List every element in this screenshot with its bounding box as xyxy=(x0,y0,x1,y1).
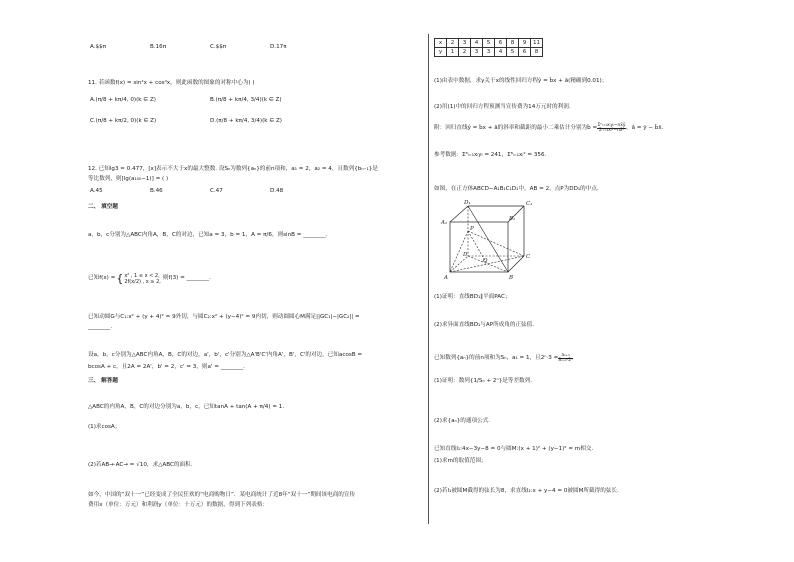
cube-part1: (1)证明：直线BD₁∥平面PAC； xyxy=(434,294,511,300)
solve2-stem-line2: 费用x（单位：万元）和利润y（单位：十万元）的数据，得到下列表格： xyxy=(88,502,269,508)
piecewise-cases xyxy=(124,273,161,285)
q11-option-d: D.(π/8 + kπ/4, 3/4)(k ∈ Z) xyxy=(210,118,282,124)
fill-question-3-line2: ________. xyxy=(88,324,113,330)
section-fill-in-heading: 二、 填空题 xyxy=(88,204,118,210)
table-cell: 3 xyxy=(459,39,471,48)
table-cell: 4 xyxy=(495,48,507,57)
regression-part2: (2)用(1)中的回归方程预测当宣传费为14万元时的利润. xyxy=(434,104,571,110)
slope-denominator: Σⁿᵢ₌₁xᵢ²−nx̄² xyxy=(598,128,625,134)
regression-part1: (1)由表中数据，求y关于x的线性回归方程ŷ = b̂x + â(精确到0.01)； xyxy=(434,78,608,84)
label-a: A xyxy=(444,275,448,281)
label-b: B xyxy=(509,275,514,281)
cube-edge-bc xyxy=(508,256,524,272)
sequence-part1: (1)证明：数列{1/Sₙ + 2ⁿ}是等差数列. xyxy=(434,378,533,384)
piecewise-case-2: 2f(x/2) , x ≥ 2, xyxy=(124,278,161,285)
reference-data: 参考数据：Σ⁸ᵢ₌₁xᵢyᵢ = 241，Σ⁸ᵢ₌₁xᵢ² = 356. xyxy=(434,152,547,158)
formula-text-a: 附：回归直线ŷ = b̂x + â的斜率和截距的最小二乘估计分别为b̂ = xyxy=(434,125,598,132)
q12-option-d: D.48 xyxy=(270,188,284,194)
table-cell: 11 xyxy=(531,39,543,48)
cube-question-stem: 如图，在正方体ABCD−A₁B₁C₁D₁中，AB = 2，点P为DD₁的中点. xyxy=(434,186,599,192)
segment-bd1 xyxy=(468,206,508,272)
fill-question-4-line2: bcosA + c，且2A = 2A'，b' = 2，c' = 3，则a' = ________. xyxy=(88,364,245,370)
q12-stem-line1: 12. 已知lg3 ≈ 0.477，[x]表示不大于x的最大整数. 设Sₙ为数列{aₙ}的前n项和，a₁ = 2，a₂ = 4，且数列{bₙ₋₁}是 xyxy=(88,166,378,172)
cube-edge-a1d1 xyxy=(450,206,468,222)
sequence-part2: (2)求{aₙ}的通项公式. xyxy=(434,418,491,424)
table-cell: 1 xyxy=(447,48,459,57)
table-cell: 4 xyxy=(471,39,483,48)
slope-fraction xyxy=(597,124,626,134)
right-column xyxy=(434,0,734,562)
table-cell: 2 xyxy=(459,48,471,57)
cube-hidden-edge-ad xyxy=(450,256,468,272)
cube-hidden-diagonal-bd xyxy=(468,256,508,272)
q10-option-c: C.$$π xyxy=(210,44,227,50)
sequence-denominator: Sₙ₊₁·2ⁿ xyxy=(558,358,573,364)
q12-option-a: A.45 xyxy=(90,188,103,194)
circle-part1: (1)求m的取值范围； xyxy=(434,458,487,464)
solve2-stem-line1: 如今，中国的“双十一”已经变成了全民狂欢的“电商购物日”．某电商统计了近8年“双十一”期间该电商的宣传 xyxy=(88,492,356,498)
label-p: P xyxy=(470,226,474,232)
section-solve-heading: 三、 解答题 xyxy=(88,378,118,384)
table-cell: 5 xyxy=(507,48,519,57)
table-row-x xyxy=(435,39,543,48)
piecewise-brace: { xyxy=(116,272,124,285)
table-cell: 6 xyxy=(519,48,531,57)
table-cell: 3 xyxy=(471,48,483,57)
fill-question-2 xyxy=(88,272,211,286)
data-table xyxy=(434,38,543,57)
q11-option-c: C.(π/8 + kπ/2, 0)(k ∈ Z) xyxy=(90,118,157,124)
q10-option-a: A.$$π xyxy=(90,44,106,50)
q12-stem-line2: 等比数列，则[lg(a₁₀₀−1)] = ( ) xyxy=(88,176,169,182)
sequence-text: 已知数列{aₙ}的前n项和为Sₙ，a₁ = 1，且2ⁿ·3 = xyxy=(434,355,559,362)
solve1-part1: (1)求cosA； xyxy=(88,424,121,430)
circle-part2: (2)若l₁被圆M截得的弦长为8，求直线l₂:x + y−4 = 0被圆M所截得的弦长. xyxy=(434,488,619,494)
table-cell: 9 xyxy=(519,39,531,48)
q12-option-b: B.46 xyxy=(150,188,163,194)
label-o: O xyxy=(483,258,488,264)
piecewise-case-1: x² , 1 ≤ x < 2, xyxy=(124,272,160,279)
label-c1: C₁ xyxy=(526,201,533,207)
table-cell: 8 xyxy=(531,48,543,57)
label-d1: D₁ xyxy=(464,200,471,206)
q11-option-a: A.(π/8 + kπ/4, 0)(k ∈ Z) xyxy=(90,97,156,103)
table-row-y xyxy=(435,48,543,57)
cube-figure xyxy=(438,198,534,282)
table-cell: 6 xyxy=(495,39,507,48)
label-c: C xyxy=(526,254,531,260)
label-d: D xyxy=(463,252,468,258)
solve1-stem: △ABC的内角A，B，C的对边分别为a，b，c，已知tanA + tan(A + π/4) = 1. xyxy=(88,404,285,410)
q11-option-b: B.(π/8 + kπ/4, 3/4)(k ∈ Z) xyxy=(210,97,282,103)
circle-question-stem: 已知直线l₁:4x−3y−8 = 0与圆M:(x + 1)² + (y−1)² = m相交. xyxy=(434,446,594,452)
sequence-question-stem xyxy=(434,354,573,364)
left-column xyxy=(88,0,412,562)
solve1-part2: (2)若AB→·AC→ = √10，求△ABC的面积. xyxy=(88,462,193,468)
q10-option-b: B.16π xyxy=(150,44,167,50)
table-cell: 8 xyxy=(507,39,519,48)
table-cell: 5 xyxy=(483,39,495,48)
table-cell: x xyxy=(435,39,447,48)
sequence-numerator: aₙ₊₁ xyxy=(558,354,573,359)
fill-question-3-line1: 已知动圆G与C₁:x² + (y + 4)² = 9外切，与圆C₂:x² + (y−4)² = 9内切，则动圆圆心M满足||GC₁|−|GC₂|| = xyxy=(88,314,360,320)
fill2-prefix: 已知f(x) = xyxy=(88,275,116,282)
regression-formula xyxy=(434,124,663,134)
q12-option-c: C.47 xyxy=(210,188,223,194)
slope-numerator: Σⁿᵢ₌₁xᵢyᵢ−nx̄ȳ xyxy=(597,123,626,128)
q11-stem: 11. 若函数f(x) = sin⁴x + cos⁴x，则此函数的图象的对称中心为( ) xyxy=(88,80,255,86)
table-cell: y xyxy=(435,48,447,57)
fill-question-1: a，b，c分别为△ABC内角A，B，C的对边，已知a = 3，b = 1，A = π/6，则sinB = ________. xyxy=(88,232,328,238)
label-b1: B₁ xyxy=(509,216,516,222)
table-cell: 2 xyxy=(447,39,459,48)
cube-part2: (2)求异面直线BD₁与AP所成角的正弦值. xyxy=(434,322,535,328)
fill-question-4-line1: 设a，b，c分别为△ABC内角A，B，C的对边，a'，b'，c'分别为△A'B'C'内角A'，B'，C'的对边，已知acosB = xyxy=(88,352,363,358)
fill2-suffix: 则f(3) = ________. xyxy=(162,275,211,282)
formula-text-b: ，â = ȳ − b̂x̄. xyxy=(625,125,664,132)
label-a1: A₁ xyxy=(441,220,448,226)
table-cell: 3 xyxy=(483,48,495,57)
sequence-fraction xyxy=(558,354,573,364)
q10-option-d: D.17π xyxy=(270,44,287,50)
column-divider xyxy=(428,34,429,524)
